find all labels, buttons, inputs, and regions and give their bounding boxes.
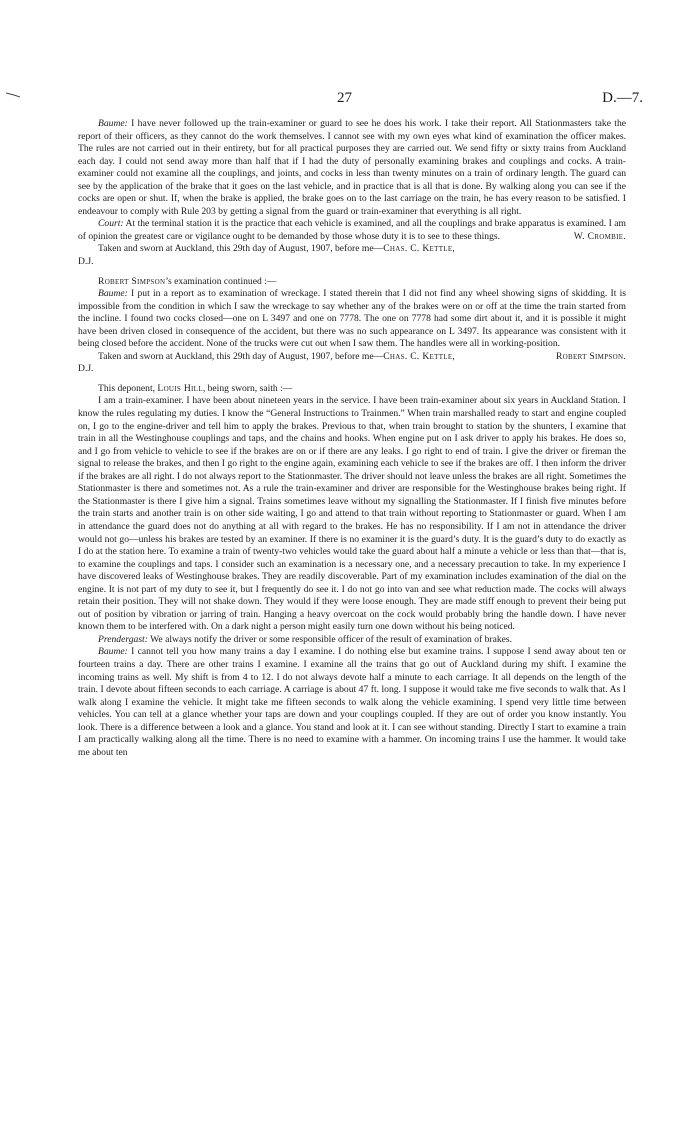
- witness-signature: Robert Simpson.: [555, 350, 626, 362]
- officer-name: Chas. C. Kettle,: [383, 350, 456, 362]
- officer-title: D.J.: [78, 256, 94, 268]
- jurat: Taken and sworn at Auckland, this 29th day of August, 1907, before me—Chas. C. Kettle,: [98, 243, 456, 255]
- page-header: [0, 90, 700, 110]
- paragraph: Baume: I have never followed up the train-examiner or guard to see he does his work. I take their report. All Stationmasters take the report of their officers, as they cannot do the work themselves. I cannot see with my own eyes what kind of examination the officer makes. The rules are not carried out in their entirety, but for all practical purposes they are carried out. We send fifty or sixty trains from Auckland each day. I could not send away more than half that if I had the duty of personally examining brakes and couplings and cocks. A train-examiner could not examine all the couplings, and joints, and cocks in less than twenty minutes on a train of ordinary length. The guard can see by the application of the brake that it goes on the last vehicle, and in practice that is all that is done. By walking along you can see if the cocks are open or shut. If, when the brake is applied, the brake goes on to the last carriage on the train, he has every reason to be satisfied. I endeavour to comply with Rule 203 by getting a signal from the guard or train-examiner that everything is all right.: [78, 118, 626, 217]
- document-body: [78, 118, 626, 759]
- speaker-label: Court:: [98, 218, 124, 230]
- paragraph: Baume: I cannot tell you how many trains a day I examine. I do nothing else but examine trains. I suppose I send away about ten or fourteen trains a day. There are other trains I examine. I examine all the trains that go out of Auckland during my shift. I examine the incoming trains as well. My shift is from 4 to 12. I do not always devote half a minute to each carriage. It all depends on the length of the train. I devote about fifteen seconds to each carriage. A carriage is about 47 ft. long. I suppose it would take me five seconds to walk that. As I walk along I examine the vehicle. It might take me fifteen seconds to walk along the vehicle examining. I spend very little time between vehicles. You can tell at a glance whether your taps are down and your couplings coupled. If they are out of order you know instantly. You look. There is a difference between a look and a glance. You stand and look at it. I can see without standing. Directly I start to examine a train I am practically walking along all the time. There is no need to examine with a hammer. On incoming trains I use the hammer. It would take me about ten: [78, 646, 626, 758]
- officer-name: Chas. C. Kettle,: [383, 243, 456, 255]
- witness-name: Louis Hill: [157, 382, 203, 394]
- officer-title: D.J.: [78, 363, 94, 375]
- paragraph: Court: At the terminal station it is the practice that each vehicle is examined, and all the couplings and brake apparatus is examined. I am of opinion the greatest care or vigilance ought to be demanded by those whose duty it is to see to these things. W. Crombie.: [78, 218, 626, 242]
- paper-code: D.—7.: [602, 90, 643, 106]
- section-heading: Robert Simpson’s examination continued :—: [98, 275, 277, 287]
- speaker-label: Baume:: [98, 288, 128, 300]
- witness-signature: W. Crombie.: [573, 230, 626, 242]
- speaker-label: Baume:: [98, 118, 128, 129]
- paragraph: I am a train-examiner. I have been about nineteen years in the service. I have been train-examiner about six years in Auckland Station. I know the rules regulating my duties. I know the “General Instructions to Trainmen.” When train marshalled ready to start and engine coupled on, I go to the engine-driver and tell him to apply the brakes. Previous to that, when train brought to station by the shunters, I examine that train in all the Westinghouse couplings and taps, and the chains and hooks. When engine put on I ask driver to apply his brakes. He does so, and I go from vehicle to vehicle to see if the brakes are on or if there are any leaks. I go right to end of train. I give the driver or fireman the signal to release the brakes, and then I go right to the engine again, examining each vehicle to see if the brakes are off. I then inform the driver if the brakes are all right. I do not always report to the Stationmaster. The driver should not leave unless the brakes are all right. Sometimes the Stationmaster is there and sometimes not. As a rule the train-examiner and driver are responsible for the Westinghouse brakes being right. If the Stationmaster is there I give him a signal. Trains sometimes leave without my signalling the Stationmaster. If I finish five minutes before the train starts and another train is on other side waiting, I go and attend to that train without reporting to Stationmaster or guard. When I am in attendance the guard does not do anything at all with regard to the brakes. He has no responsibility. If I am not in attendance the driver would not go—unless his brakes are tested by an examiner. If there is no examiner it is the guard’s duty. It is the guard’s duty to do exactly as I do at the station here. To examine a train of twenty-two vehicles would take the guard about half a minute a vehicle or less than that—that is, to examine the couplings and taps. I consider such an examination is a necessary one, and a necessary precaution to take. In my experience I have discovered leaks of Westinghouse brakes. They are readily discoverable. Part of my examination includes examination of the dial on the engine. It is not part of my duty to see it, but I frequently do see it. I do not go into van and see what reduction made. The cocks will always retain their position. They will not shake down. They would if they were loose enough. They are made stiff enough to prevent their being put out of position by vibration or jarring of train. Hanging a heavy overcoat on the cock would probably bring the handle down. I have never known them to be interfered with. On a dark night a person might easily turn one down without his being noticed.: [78, 395, 626, 633]
- paragraph: Baume: I put in a report as to examination of wreckage. I stated therein that I did not find any wheel showing signs of skidding. It is impossible from the condition in which I saw the wreckage to say whether any of the brakes were on or off at the time the train started from the incline. I found two cocks closed—one on L 3497 and one on 7778. The one on 7778 had some dirt about it, and it is possible it might have been driven closed in consequence of the accident, but there was no such appearance on L 3497. Its appearance was consistent with it being closed before the accident. None of the trucks were cut out when I saw them. The handles were all in working-position. Robert Simpson.: [78, 288, 626, 362]
- section-heading: This deponent, Louis Hill, being sworn, saith :—: [98, 382, 293, 394]
- speaker-label: Baume:: [98, 646, 128, 658]
- witness-name: Robert Simpson: [98, 275, 166, 287]
- speaker-label: Prendergast:: [98, 633, 148, 645]
- paragraph: Prendergast: We always notify the driver or some responsible officer of the result of examination of brakes.: [98, 633, 513, 645]
- page-number: 27: [337, 90, 352, 106]
- jurat: Taken and sworn at Auckland, this 29th day of August, 1907, before me—Chas. C. Kettle,: [98, 350, 456, 362]
